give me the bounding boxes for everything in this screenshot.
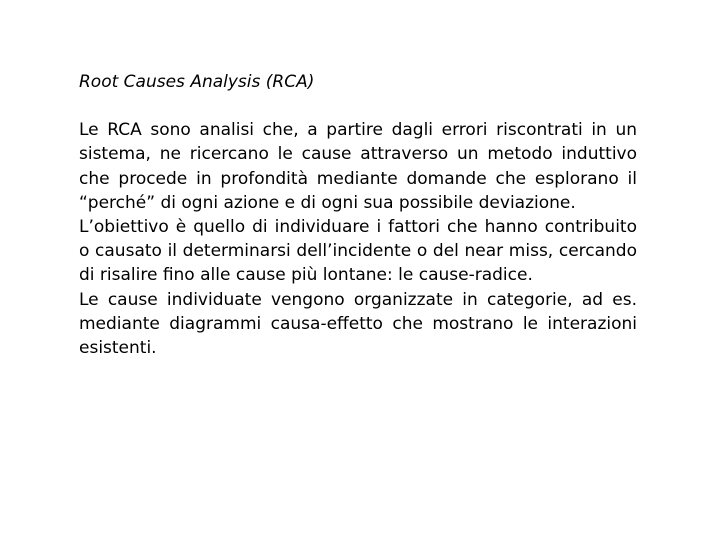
paragraph-objective: L’obiettivo è quello di individuare i fattori che hanno contribuito o causato il determinarsi dell’incidente o del near miss, cercando di risalire fino alle cause più lontane: le cause-radice. (79, 217, 637, 286)
paragraph-categories: Le cause individuate vengono organizzate in categorie, ad es. mediante diagrammi causa-effetto che mostrano le interazioni esistenti. (79, 289, 637, 359)
slide-content (79, 70, 637, 360)
paragraph-rca-definition: Le RCA sono analisi che, a partire dagli errori riscontrati in un sistema, ne ricercano le cause attraverso un metodo induttivo che procede in profondità mediante domande che esplorano il “perché” di ogni azione e di ogni sua possibile deviazione. (79, 120, 637, 213)
slide-title: Root Causes Analysis (RCA) (79, 72, 315, 92)
